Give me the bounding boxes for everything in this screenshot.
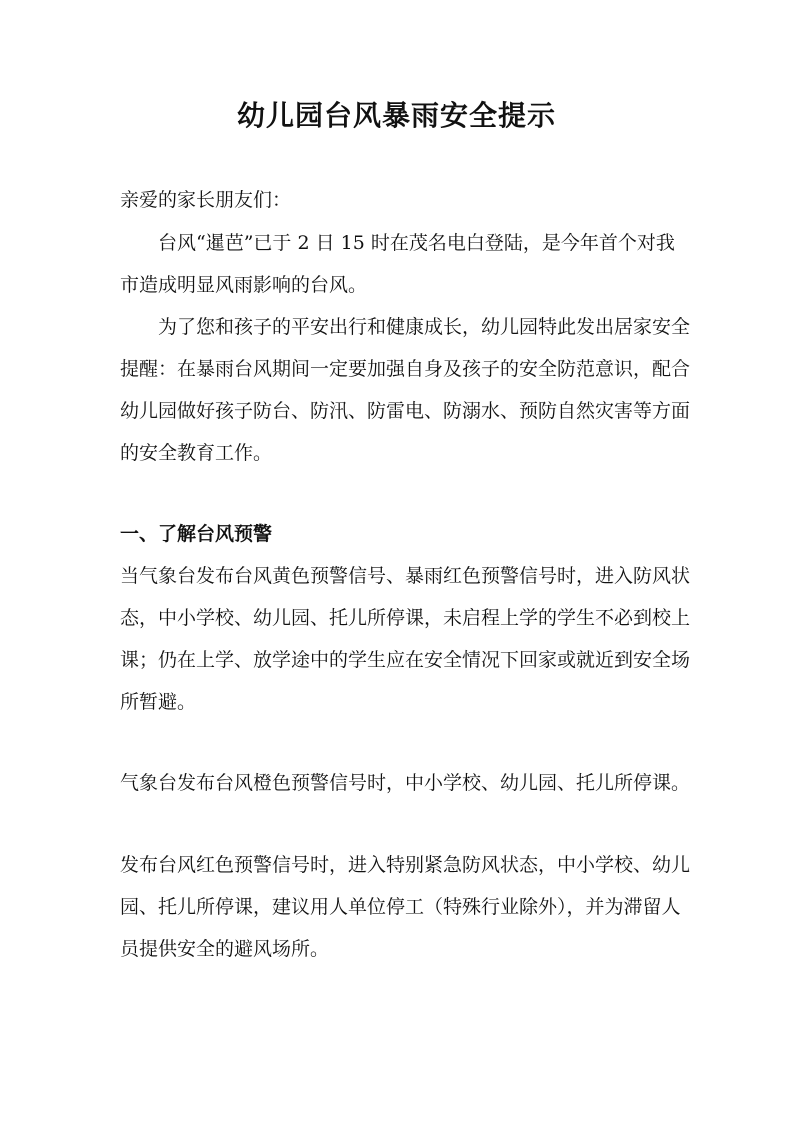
salutation: 亲爱的家长朋友们： bbox=[120, 189, 292, 211]
intro-paragraph-1-line-2: 市造成明显风雨影响的台风。 bbox=[120, 274, 368, 296]
intro-paragraph-1-line-1: 台风“暹芭”已于 2 日 15 时在茂名电白登陆，是今年首个对我 bbox=[158, 232, 675, 254]
intro-paragraph-2-line-2: 提醒：在暴雨台风期间一定要加强自身及孩子的安全防范意识，配合 bbox=[120, 358, 691, 380]
yellow-warning-line-2: 态，中小学校、幼儿园、托儿所停课，未启程上学的学生不必到校上 bbox=[120, 607, 691, 629]
red-warning-line-2: 园、托儿所停课，建议用人单位停工（特殊行业除外），并为滞留人 bbox=[120, 896, 681, 918]
section-1-heading: 一、了解台风预警 bbox=[120, 523, 273, 545]
yellow-warning-line-4: 所暂避。 bbox=[120, 691, 197, 713]
document-title: 幼儿园台风暴雨安全提示 bbox=[236, 99, 556, 132]
red-warning-line-1: 发布台风红色预警信号时，进入特别紧急防风状态，中小学校、幼儿 bbox=[120, 854, 691, 876]
intro-paragraph-2-line-4: 的安全教育工作。 bbox=[120, 442, 273, 464]
intro-paragraph-2-line-1: 为了您和孩子的平安出行和健康成长，幼儿园特此发出居家安全 bbox=[158, 316, 691, 338]
yellow-warning-line-1: 当气象台发布台风黄色预警信号、暴雨红色预警信号时，进入防风状 bbox=[120, 565, 691, 587]
red-warning-line-3: 员提供安全的避风场所。 bbox=[120, 938, 330, 960]
intro-paragraph-2-line-3: 幼儿园做好孩子防台、防汛、防雷电、防溺水、预防自然灾害等方面 bbox=[120, 400, 691, 422]
orange-warning-line-1: 气象台发布台风橙色预警信号时，中小学校、幼儿园、托儿所停课。 bbox=[120, 772, 691, 794]
yellow-warning-line-3: 课；仍在上学、放学途中的学生应在安全情况下回家或就近到安全场 bbox=[120, 649, 691, 671]
